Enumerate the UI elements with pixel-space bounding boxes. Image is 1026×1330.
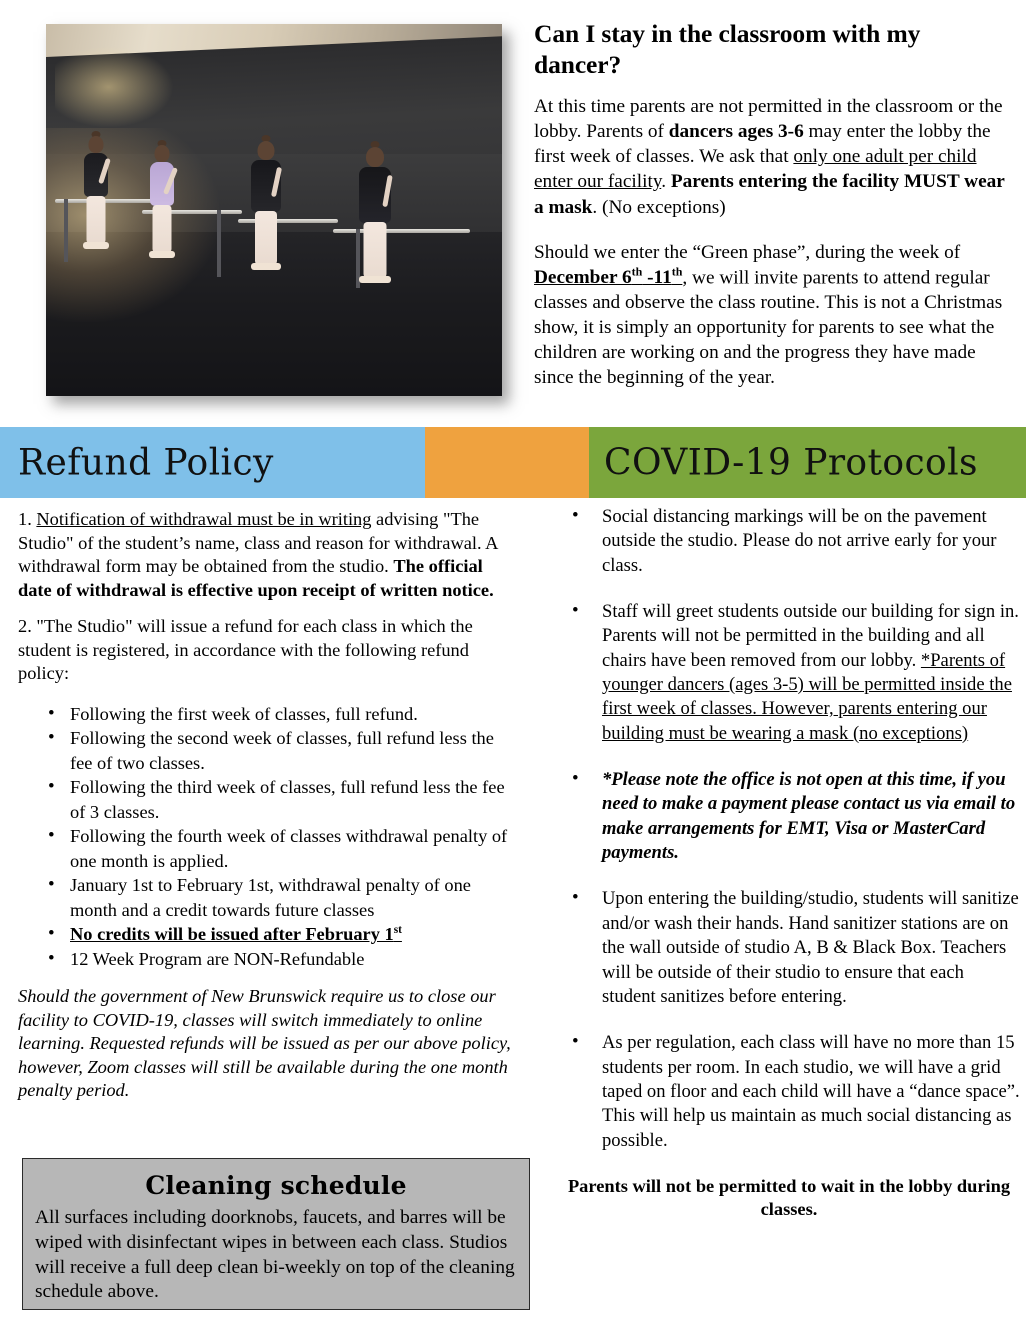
- intro-p1-part2: may enter the lobby the first week of classes. We ask that: [534, 121, 991, 168]
- covid-bullet-social-distancing: • Social distancing markings will be on the pavement outside the studio. Please do not arrive early for your class.: [558, 505, 1020, 578]
- refund-policy-column: [18, 508, 518, 1119]
- intro-p2-part2: , we will invite parents to attend regular classes and observe the class routine. This is not a Christmas show, it is simply an opportunity for parents to see what the children are working on and the progress they have made since the beginning of the year.: [534, 267, 1003, 389]
- section-banner: [0, 427, 1026, 498]
- cleaning-schedule-box: [22, 1158, 530, 1310]
- covid-bullet-3-text: *Please note the office is not open at this time, if you need to make a payment please contact us via email to make arrangements for EMT, Visa or MasterCard payments.: [602, 769, 1016, 864]
- intro-p2-part1: Should we enter the “Green phase”, during the week of: [534, 241, 961, 263]
- photo-floor-light-glow: [46, 128, 219, 321]
- intro-p1-bold1: dancers ages 3-6: [668, 121, 804, 143]
- photo-dancer-2-legs: [152, 205, 171, 253]
- photo-dancer-4-shoes: [359, 276, 391, 283]
- covid-protocols-heading: COVID-19 Protocols: [604, 442, 978, 483]
- photo-dancer-1: [76, 136, 116, 315]
- refund-policy-heading: Refund Policy: [18, 442, 274, 483]
- refund-item-1-number: 1.: [18, 509, 37, 529]
- cleaning-schedule-body: All surfaces including doorknobs, faucets, and barres will be wiped with disinfectant wipes in between each class. Studios will receive a full deep clean bi-weekly on top of the cleaning schedule above.: [35, 1207, 515, 1303]
- covid-bullet-2-underline: *Parents of younger dancers (ages 3-5) will be permitted inside the first week of classes. However, parents entering our building must be wearing a mask (no exceptions): [602, 649, 1012, 744]
- photo-scene: [46, 24, 502, 396]
- photo-dancer-2: [142, 145, 182, 324]
- intro-p2-date-sup1: th: [631, 264, 643, 279]
- intro-block: [534, 18, 1008, 408]
- photo-dancer-2-shoes: [149, 251, 175, 258]
- covid-protocols-column: [558, 505, 1020, 1238]
- photo-dancer-3: [244, 141, 288, 334]
- refund-bullet-list: [18, 702, 518, 971]
- refund-item-2: 2. "The Studio" will issue a refund for each class in which the student is registered, in accordance with the following refund policy:: [18, 616, 473, 684]
- intro-p2-date-mid: -11: [642, 267, 672, 289]
- covid-bullet-class-size: • As per regulation, each class will have no more than 15 students per room. In each studio, we will have a grid taped on floor and each child will have a “dance space”. This will help us maintain as much social distancing as possible.: [558, 1031, 1020, 1153]
- refund-item-1-plain: advising "The Studio" of the student’s name, class and reason for withdrawal. A withdrawal form may be obtained from the studio.: [18, 509, 498, 577]
- refund-bullet-6: [18, 922, 518, 946]
- photo-barre-leg-1: [64, 199, 68, 262]
- intro-heading: Can I stay in the classroom with my dancer?: [534, 19, 921, 80]
- intro-p1-part3: .: [661, 171, 671, 193]
- intro-p1-part4: . (No exceptions): [592, 196, 726, 218]
- refund-item-1-underline: Notification of withdrawal must be in writing: [36, 509, 372, 529]
- photo-wall-light-glow: [55, 46, 174, 128]
- refund-bullet-2: • Following the second week of classes, full refund less the fee of two classes.: [18, 726, 518, 775]
- ballet-class-at-barre-photo: [46, 24, 502, 396]
- photo-dancer-4-head: [366, 147, 384, 167]
- intro-paragraph-1: [534, 94, 1008, 219]
- refund-item-1-bold: The official date of withdrawal is effective upon receipt of written notice.: [18, 556, 494, 600]
- cleaning-schedule-title: Cleaning schedule: [145, 1171, 407, 1200]
- photo-barre-leg-2: [217, 210, 221, 277]
- photo-dancer-3-legs: [255, 211, 277, 265]
- refund-bullet-7: • 12 Week Program are NON-Refundable: [18, 947, 518, 971]
- photo-dancer-3-shoes: [251, 263, 281, 270]
- banner-segment-orange: [425, 427, 589, 498]
- covid-bullet-sanitizing: • Upon entering the building/studio, students will sanitize and/or wash their hands. Hand sanitizer stations are on the wall outside of studio A, B & Black Box. Teachers will be outside of their studio to ensure that each student sanitizes before entering.: [558, 887, 1020, 1009]
- photo-dancer-2-head: [154, 145, 169, 162]
- photo-dancer-1-head: [88, 136, 103, 153]
- refund-bullet-1: • Following the first week of classes, full refund.: [18, 702, 518, 726]
- covid-bullet-list: [558, 505, 1020, 1153]
- covid-bullet-staff-greeting: [558, 600, 1020, 746]
- refund-bullet-3: • Following the third week of classes, full refund less the fee of 3 classes.: [18, 775, 518, 824]
- refund-bullet-6-text: No credits will be issued after February 1: [70, 924, 394, 945]
- intro-p1-underline1: only one adult per child enter our facility: [534, 146, 977, 193]
- refund-closure-note: Should the government of New Brunswick require us to close our facility to COVID-19, classes will switch immediately to online learning. Requested refunds will be issued as per our above policy, however, Zoom classes will still be available during the one month penalty period.: [18, 985, 511, 1101]
- refund-bullet-4: • Following the fourth week of classes withdrawal penalty of one month is applied.: [18, 824, 518, 873]
- intro-paragraph-2: [534, 240, 1008, 391]
- refund-bullet-5: • January 1st to February 1st, withdrawal penalty of one month and a credit towards future classes: [18, 873, 518, 922]
- top-section: [0, 0, 1026, 427]
- refund-bullet-6-sup: st: [393, 923, 402, 936]
- covid-closing-note: Parents will not be permitted to wait in the lobby during classes.: [567, 1175, 1011, 1220]
- covid-bullet-office-closed: [558, 768, 1020, 865]
- refund-item-1: [18, 508, 518, 602]
- covid-bullet-2-plain: Staff will greet students outside our building for sign in. Parents will not be permitted in the building and all chairs have been removed from our lobby.: [602, 601, 1019, 671]
- intro-p1-bold2: Parents entering the facility MUST wear a mask: [534, 171, 1005, 218]
- photo-dancer-1-shoes: [83, 242, 109, 249]
- intro-p2-date-sup2: th: [671, 264, 683, 279]
- photo-dancer-4-legs: [363, 222, 386, 278]
- photo-dancer-4: [352, 147, 398, 348]
- photo-dancer-1-legs: [86, 196, 105, 244]
- intro-p2-date: December 6: [534, 267, 632, 289]
- intro-p1-part1: At this time parents are not permitted in the classroom or the lobby. Parents of: [534, 96, 1003, 143]
- photo-dancer-3-head: [258, 141, 275, 160]
